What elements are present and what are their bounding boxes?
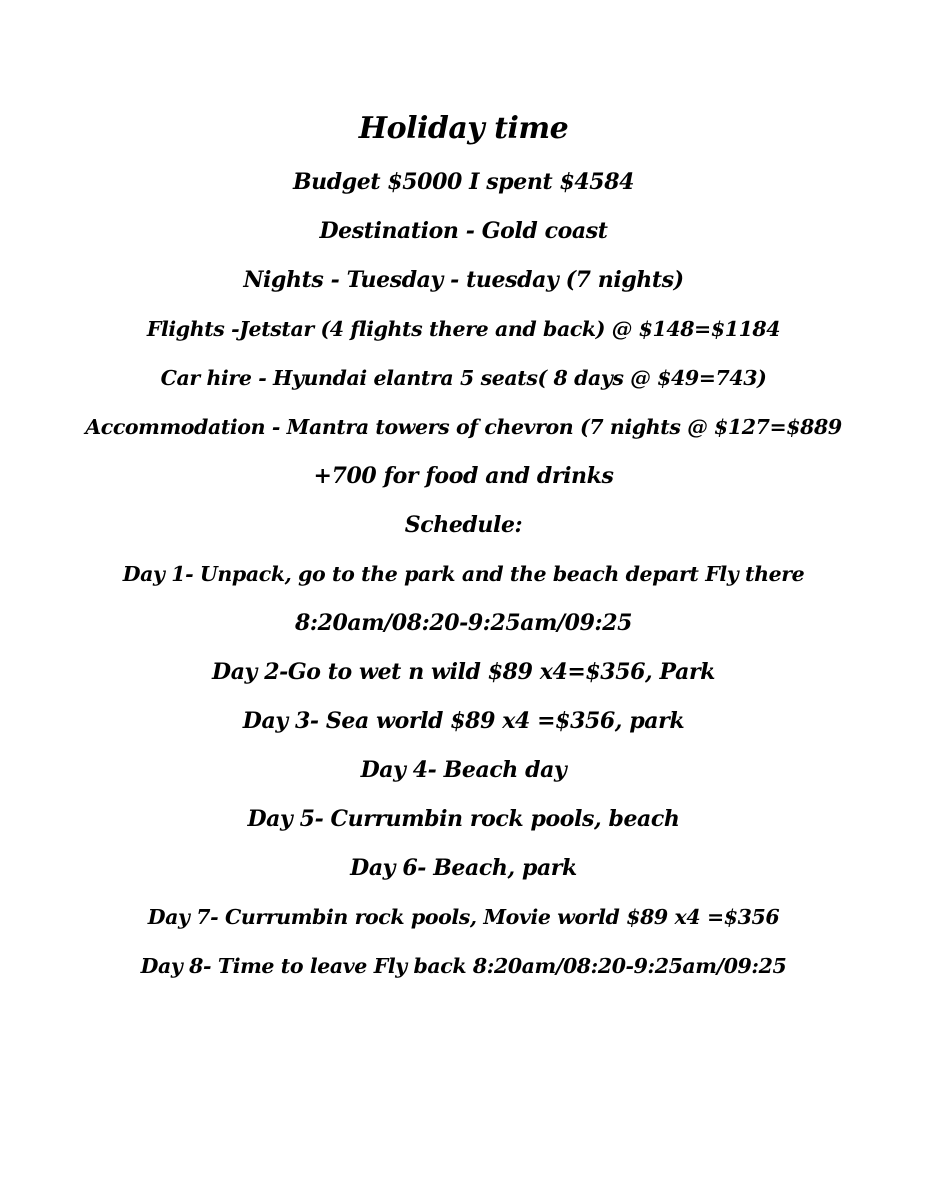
schedule-heading: Schedule: bbox=[404, 512, 523, 538]
schedule-day-3: Day 3- Sea world $89 x4 =$356, park bbox=[242, 708, 685, 734]
accommodation-line: Accommodation - Mantra towers of chevron (7 nights @ $127=$889 bbox=[85, 415, 842, 439]
food-drinks-line: +700 for food and drinks bbox=[313, 463, 614, 489]
schedule-day-6: Day 6- Beach, park bbox=[350, 855, 577, 881]
schedule-day-2: Day 2-Go to wet n wild $89 x4=$356, Park bbox=[212, 659, 715, 685]
schedule-day-1-times: 8:20am/08:20-9:25am/09:25 bbox=[294, 610, 633, 636]
document-body bbox=[0, 100, 927, 991]
car-hire-line: Car hire - Hyundai elantra 5 seats( 8 days @ $49=743) bbox=[160, 366, 767, 390]
schedule-day-8: Day 8- Time to leave Fly back 8:20am/08:20-9:25am/09:25 bbox=[140, 954, 787, 978]
schedule-day-5: Day 5- Currumbin rock pools, beach bbox=[247, 806, 680, 832]
schedule-day-7: Day 7- Currumbin rock pools, Movie world $89 x4 =$356 bbox=[147, 905, 780, 929]
budget-line: Budget $5000 I spent $4584 bbox=[292, 169, 635, 195]
nights-line: Nights - Tuesday - tuesday (7 nights) bbox=[243, 267, 684, 293]
flights-line: Flights -Jetstar (4 flights there and back) @ $148=$1184 bbox=[146, 317, 781, 341]
destination-line: Destination - Gold coast bbox=[319, 218, 608, 244]
document-title: Holiday time bbox=[358, 111, 569, 146]
schedule-day-4: Day 4- Beach day bbox=[360, 757, 567, 783]
schedule-day-1: Day 1- Unpack, go to the park and the beach depart Fly there bbox=[122, 562, 805, 586]
